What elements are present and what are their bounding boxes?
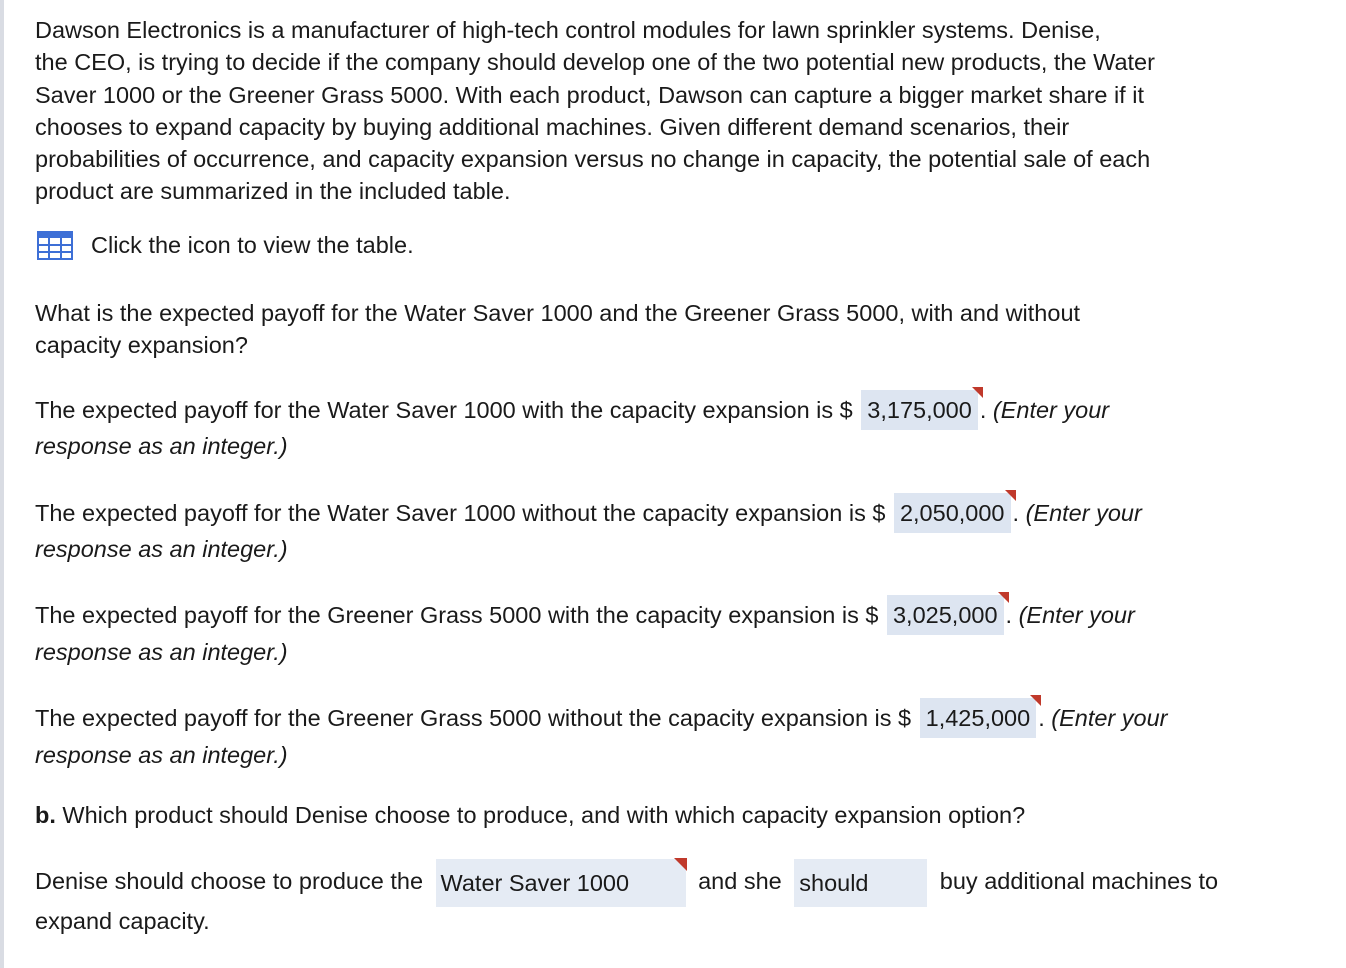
final-suffix: buy additional machines to [939,868,1219,894]
answer-note-end: response as an integer.) [35,742,288,768]
answer-note: (Enter your [1051,705,1168,731]
table-grid-icon[interactable] [37,229,73,261]
correct-flag-icon [1030,695,1041,706]
answer-value: 2,050,000 [899,500,1005,526]
correct-flag-icon [674,858,687,871]
answer-note: (Enter your [1025,500,1142,526]
answer-row-water-saver-no-expansion [35,493,1142,533]
answer-input-greener-grass-expansion[interactable] [887,595,1004,635]
intro-line: product are summarized in the included table. [35,178,511,205]
answer-value: 1,425,000 [925,705,1031,731]
answer-value: 3,025,000 [892,602,998,628]
answer-prefix: The expected payoff for the Water Saver 1000 with the capacity expansion is $ [35,397,853,423]
should-choice-dropdown[interactable] [794,859,927,907]
left-border [0,0,4,968]
answer-row-greener-grass-no-expansion [35,698,1168,738]
view-table-label[interactable]: Click the icon to view the table. [91,231,414,258]
question-b-label: b. [35,802,56,828]
final-prefix: Denise should choose to produce the [35,868,424,894]
correct-flag-icon [972,387,983,398]
intro-line: Dawson Electronics is a manufacturer of high-tech control modules for lawn sprinkler systems. Denise, [35,17,1101,43]
answer-note-end: response as an integer.) [35,433,288,459]
answer-prefix: The expected payoff for the Greener Grass 5000 without the capacity expansion is $ [35,705,912,731]
final-answer-row [35,857,1218,905]
product-choice-value: Water Saver 1000 [440,869,630,896]
answer-suffix: . [1038,705,1045,731]
answer-input-water-saver-no-expansion[interactable] [894,493,1011,533]
correct-flag-icon [1005,490,1016,501]
final-middle: and she [698,868,782,894]
intro-line: the CEO, is trying to decide if the company should develop one of the two potential new products, the Water [35,49,1155,76]
correct-flag-icon [998,592,1009,603]
question-a-line: What is the expected payoff for the Water Saver 1000 and the Greener Grass 5000, with and without [35,300,1081,326]
answer-prefix: The expected payoff for the Greener Grass 5000 with the capacity expansion is $ [35,602,879,628]
answer-row-water-saver-expansion [35,390,1109,430]
answer-row-greener-grass-expansion [35,595,1135,635]
answer-value: 3,175,000 [867,397,972,423]
answer-suffix: . [1012,500,1020,526]
answer-note-end: response as an integer.) [35,536,288,562]
answer-note: (Enter your [1018,602,1135,628]
should-choice-value: should [799,869,869,896]
view-table-link[interactable] [37,229,414,261]
answer-note: (Enter your [992,397,1110,423]
intro-paragraph [35,14,1155,208]
question-b-text: Which product should Denise choose to produce, and with which capacity expansion option? [62,802,1026,828]
answer-suffix: . [979,397,987,423]
final-line2: expand capacity. [35,908,210,934]
answer-suffix: . [1005,602,1013,628]
question-a [35,297,1080,362]
question-a-line: capacity expansion? [35,332,248,359]
answer-note-end: response as an integer.) [35,639,288,665]
question-b [35,795,1025,835]
answer-input-water-saver-expansion[interactable] [861,390,978,430]
intro-line: chooses to expand capacity by buying additional machines. Given different demand scenarios, their [35,113,1070,140]
intro-line: probabilities of occurrence, and capacity expansion versus no change in capacity, the potential sale of each [35,146,1151,173]
answer-input-greener-grass-no-expansion[interactable] [920,698,1037,738]
product-choice-dropdown[interactable] [436,859,686,907]
intro-line: Saver 1000 or the Greener Grass 5000. With each product, Dawson can capture a bigger market share if it [35,81,1144,108]
answer-prefix: The expected payoff for the Water Saver 1000 without the capacity expansion is $ [35,500,886,526]
